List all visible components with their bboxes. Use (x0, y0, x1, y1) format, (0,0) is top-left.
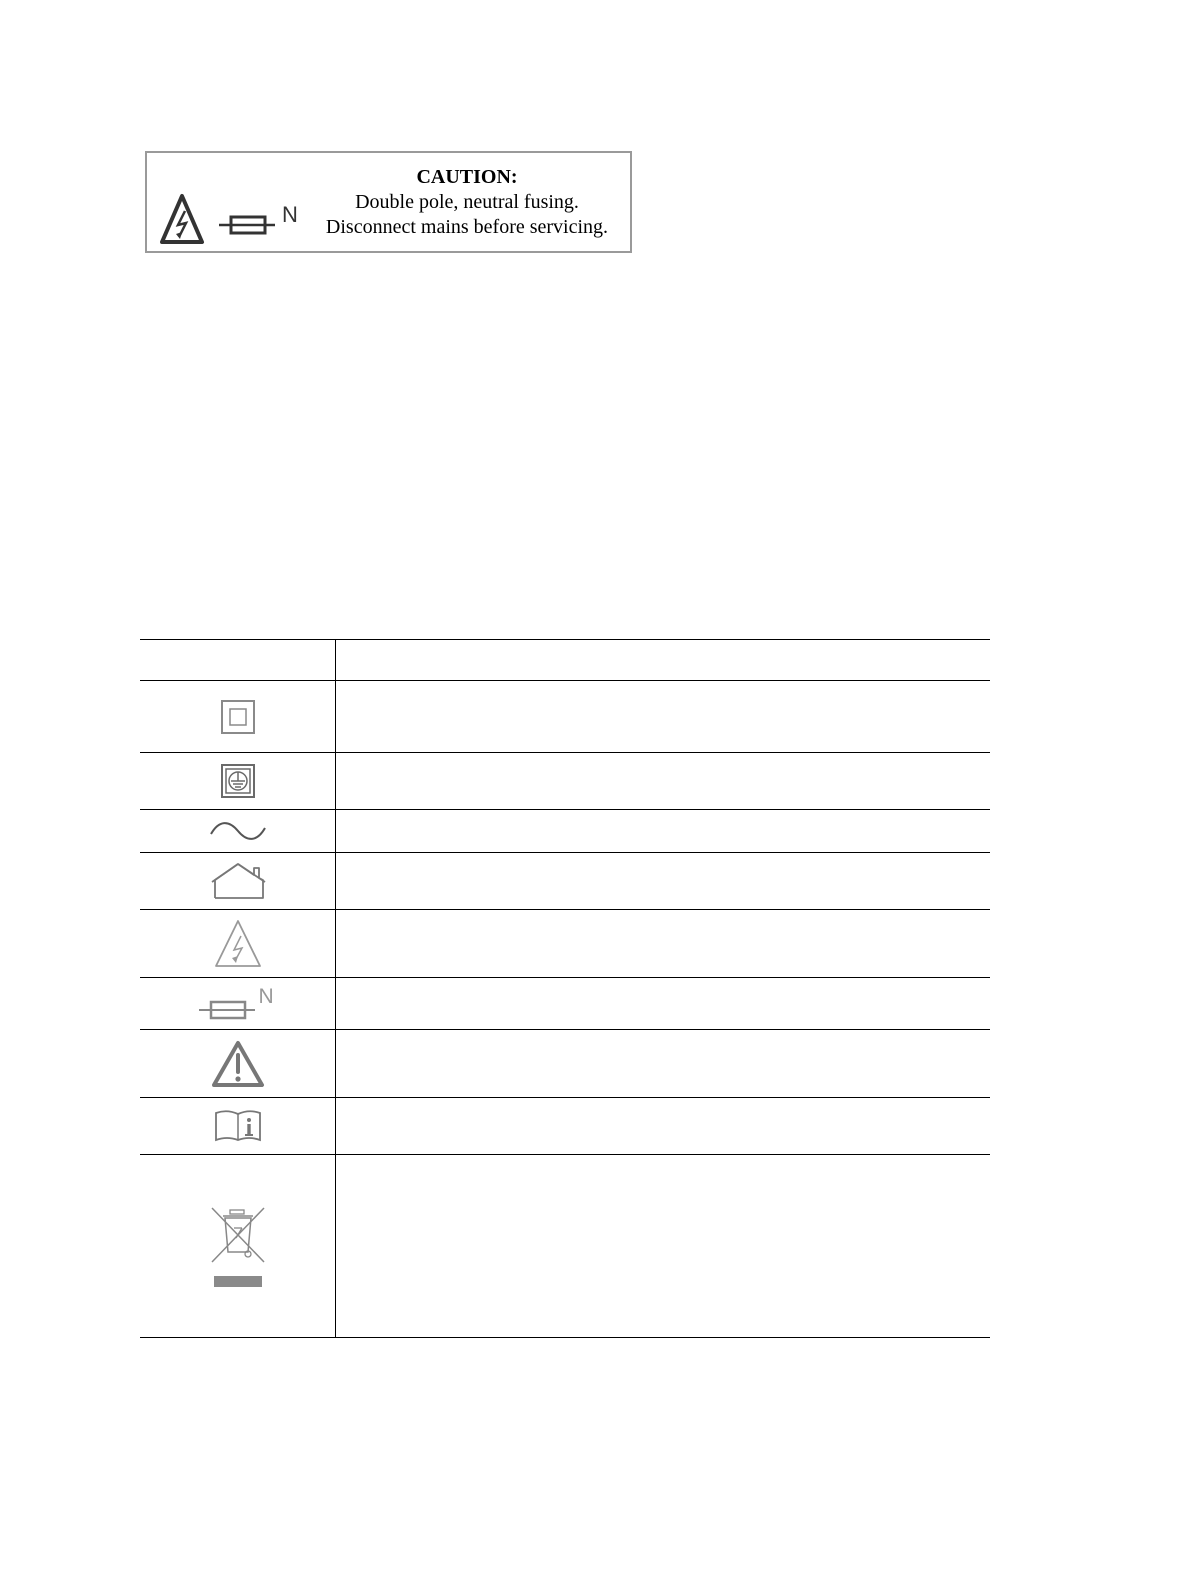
table-row (140, 753, 990, 810)
row-description (336, 1030, 991, 1098)
row-description (336, 753, 991, 810)
row-description (336, 681, 991, 753)
table-row (140, 1155, 990, 1338)
alternating-current-icon (209, 820, 267, 842)
neutral-fuse-icon (217, 203, 277, 243)
indoor-use-only-icon (210, 862, 266, 900)
table-header-row (140, 640, 990, 681)
table-row (140, 681, 990, 753)
neutral-fuse-icon (197, 986, 257, 1022)
table-row (140, 1030, 990, 1098)
row-description (336, 910, 991, 978)
row-description (336, 810, 991, 853)
electric-shock-warning-icon (159, 193, 205, 245)
table-row (140, 853, 990, 910)
row-description (336, 853, 991, 910)
table-row (140, 810, 990, 853)
protective-earth-class-i-icon (220, 763, 256, 799)
caution-line-2: Disconnect mains before servicing. (325, 216, 609, 238)
caution-line-1: Double pole, neutral fusing. (355, 191, 579, 213)
weee-crossed-out-bin-icon (208, 1204, 268, 1288)
caution-label (145, 151, 632, 253)
table-row (140, 1098, 990, 1155)
read-instructions-icon (213, 1109, 263, 1143)
row-description (336, 978, 991, 1030)
caution-title: CAUTION: (416, 166, 518, 188)
header-description-cell (336, 640, 991, 681)
table-row (140, 910, 990, 978)
class-ii-double-insulation-icon (220, 699, 256, 735)
table-row (140, 978, 990, 1030)
neutral-fuse-symbol (197, 986, 279, 1022)
symbols-table (140, 639, 990, 1338)
fuse-neutral-letter: N (282, 202, 298, 227)
fuse-neutral-letter: N (258, 984, 274, 1008)
caution-text (312, 165, 622, 240)
row-description (336, 1098, 991, 1155)
header-symbol-cell (140, 640, 336, 681)
general-warning-icon (211, 1040, 265, 1088)
electric-shock-warning-icon (214, 919, 262, 969)
row-description (336, 1155, 991, 1338)
